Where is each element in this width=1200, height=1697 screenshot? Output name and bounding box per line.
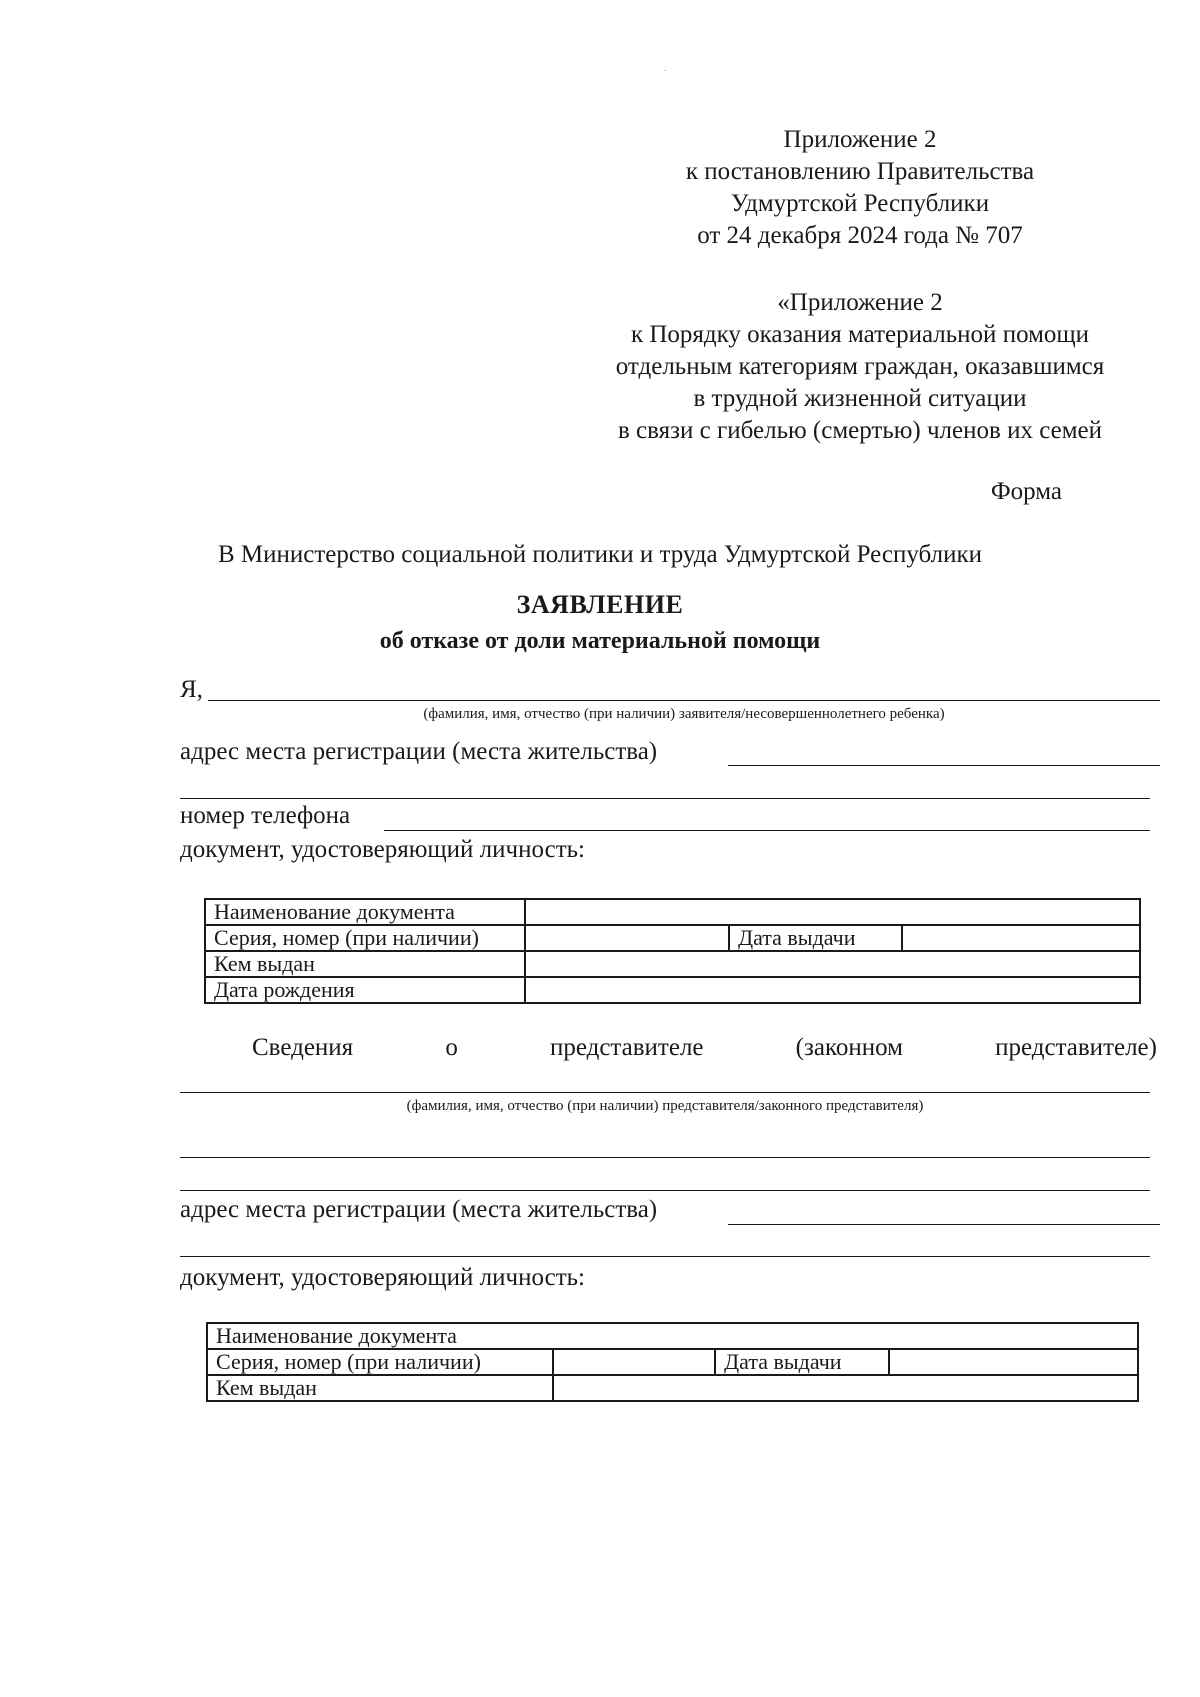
- issued-by-cell[interactable]: [553, 1375, 1138, 1401]
- heading-word: о: [445, 1034, 458, 1061]
- appendix-line: «Приложение 2: [777, 289, 943, 316]
- representative-name-field[interactable]: [180, 1092, 1150, 1093]
- order-appendix-reference: [560, 287, 1160, 447]
- heading-word: Сведения: [252, 1034, 354, 1061]
- representative-id-table: [206, 1322, 1139, 1402]
- applicant-phone-field[interactable]: [384, 830, 1150, 831]
- representative-address-field[interactable]: [728, 1224, 1160, 1225]
- appendix-line: к постановлению Правительства: [685, 158, 1035, 185]
- document-subtitle: об отказе от доли материальной помощи: [379, 628, 821, 654]
- appendix-line: в связи с гибелью (смертью) членов их семей: [618, 417, 1102, 444]
- table-row: [205, 977, 1140, 1003]
- applicant-name-hint: (фамилия, имя, отчество (при наличии) заявителя/несовершеннолетнего ребенка): [423, 706, 945, 722]
- representative-id-doc-label: документ, удостоверяющий личность:: [180, 1264, 585, 1291]
- form-label: Форма: [990, 478, 1062, 505]
- birth-date-label: Дата рождения: [205, 977, 525, 1003]
- issue-date-label: Дата выдачи: [715, 1349, 889, 1375]
- applicant-id-table: [204, 898, 1141, 1004]
- series-number-cell[interactable]: [525, 925, 729, 951]
- series-number-label: Серия, номер (при наличии): [207, 1349, 553, 1375]
- issued-by-cell[interactable]: [525, 951, 1140, 977]
- representative-heading: [252, 1034, 1157, 1062]
- applicant-address-field[interactable]: [728, 765, 1160, 766]
- table-row: [207, 1349, 1138, 1375]
- series-number-label: Серия, номер (при наличии): [205, 925, 525, 951]
- table-row: [205, 951, 1140, 977]
- issue-date-cell[interactable]: [902, 925, 1140, 951]
- document-title: ЗАЯВЛЕНИЕ: [516, 590, 684, 619]
- applicant-phone-label: номер телефона: [180, 802, 351, 829]
- issued-by-label: Кем выдан: [205, 951, 525, 977]
- doc-name-cell[interactable]: [525, 899, 1140, 925]
- applicant-address-field-line2[interactable]: [180, 798, 1150, 799]
- representative-name-hint: (фамилия, имя, отчество (при наличии) представителя/законного представителя): [406, 1098, 924, 1114]
- birth-date-cell[interactable]: [525, 977, 1140, 1003]
- addressee: В Министерство социальной политики и труда Удмуртской Республики: [217, 541, 983, 568]
- scan-speck: [664, 70, 666, 71]
- series-number-cell[interactable]: [553, 1349, 715, 1375]
- doc-name-label: Наименование документа: [205, 899, 525, 925]
- representative-extra-line[interactable]: [180, 1190, 1150, 1191]
- applicant-name-field[interactable]: [208, 700, 1160, 701]
- issue-date-label: Дата выдачи: [729, 925, 902, 951]
- appendix-line: от 24 декабря 2024 года № 707: [697, 222, 1023, 249]
- heading-word: представителе): [995, 1034, 1157, 1061]
- applicant-prefix: Я,: [180, 676, 203, 703]
- appendix-line: отдельным категориям граждан, оказавшимся: [615, 353, 1105, 380]
- appendix-line: в трудной жизненной ситуации: [693, 385, 1027, 412]
- representative-address-label: адрес места регистрации (места жительства): [180, 1196, 658, 1223]
- appendix-reference: [620, 124, 1100, 252]
- applicant-address-label: адрес места регистрации (места жительства): [180, 738, 658, 765]
- doc-name-label[interactable]: Наименование документа: [207, 1323, 1138, 1349]
- heading-word: представителе: [549, 1034, 704, 1061]
- table-row: [207, 1323, 1138, 1349]
- heading-word: (законном: [795, 1034, 903, 1061]
- appendix-line: к Порядку оказания материальной помощи: [630, 321, 1090, 348]
- representative-address-field-line2[interactable]: [180, 1256, 1150, 1257]
- table-row: [205, 899, 1140, 925]
- appendix-line: Удмуртской Республики: [730, 190, 990, 217]
- table-row: [207, 1375, 1138, 1401]
- issue-date-cell[interactable]: [889, 1349, 1138, 1375]
- appendix-line: Приложение 2: [783, 126, 937, 153]
- issued-by-label: Кем выдан: [207, 1375, 553, 1401]
- table-row: [205, 925, 1140, 951]
- applicant-id-doc-label: документ, удостоверяющий личность:: [180, 836, 585, 863]
- representative-extra-line[interactable]: [180, 1157, 1150, 1158]
